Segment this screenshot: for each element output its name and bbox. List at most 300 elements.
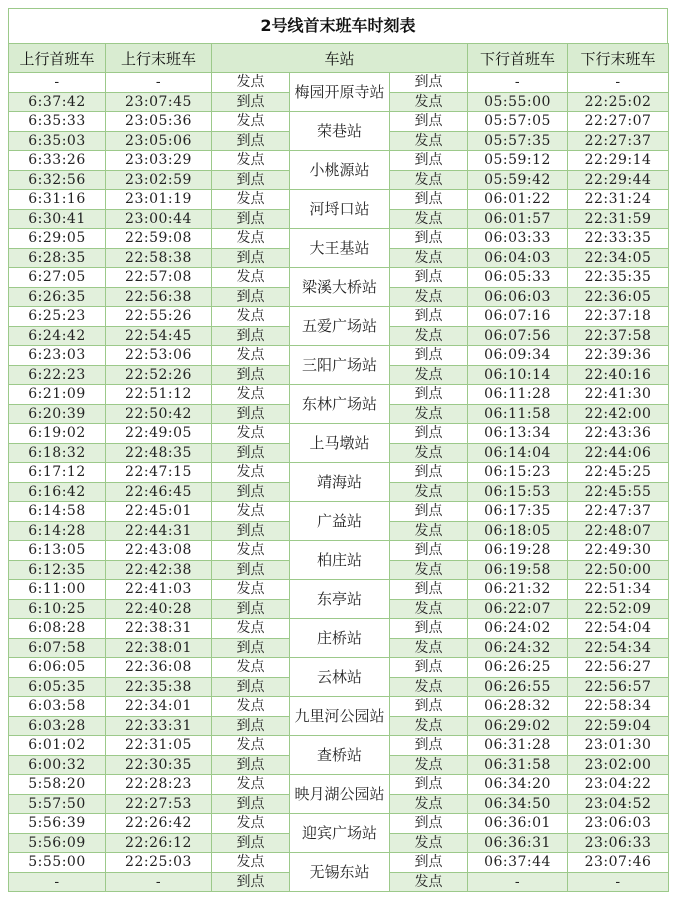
up-first-time: 6:31:16 xyxy=(9,190,106,210)
up-last-time: 22:25:03 xyxy=(106,853,212,873)
down-last-time: 22:54:34 xyxy=(568,638,669,658)
down-time-label: 到点 xyxy=(390,853,468,873)
up-time-label: 到点 xyxy=(212,287,290,307)
timetable-sheet xyxy=(8,8,668,892)
up-time-label: 发点 xyxy=(212,424,290,444)
up-first-time: 6:08:28 xyxy=(9,619,106,639)
down-time-label: 到点 xyxy=(390,697,468,717)
down-last-time: 22:36:05 xyxy=(568,287,669,307)
down-first-time: 06:11:58 xyxy=(468,404,568,424)
table-row xyxy=(9,736,669,756)
down-last-time: 23:02:00 xyxy=(568,755,669,775)
down-time-label: 发点 xyxy=(390,365,468,385)
down-first-time: 06:04:03 xyxy=(468,248,568,268)
down-first-time: 05:59:42 xyxy=(468,170,568,190)
station-name: 河埒口站 xyxy=(290,190,390,229)
up-first-time: 6:03:28 xyxy=(9,716,106,736)
down-time-label: 发点 xyxy=(390,638,468,658)
down-last-time: 23:06:33 xyxy=(568,833,669,853)
up-time-label: 发点 xyxy=(212,385,290,405)
table-row xyxy=(9,346,669,366)
up-time-label: 到点 xyxy=(212,365,290,385)
down-first-time: 06:01:22 xyxy=(468,190,568,210)
down-first-time: 06:15:23 xyxy=(468,463,568,483)
down-last-time: 22:31:59 xyxy=(568,209,669,229)
down-time-label: 发点 xyxy=(390,287,468,307)
up-last-time: 22:34:01 xyxy=(106,697,212,717)
station-name: 东林广场站 xyxy=(290,385,390,424)
down-last-time: 22:48:07 xyxy=(568,521,669,541)
down-last-time: 22:27:37 xyxy=(568,131,669,151)
down-time-label: 到点 xyxy=(390,424,468,444)
table-row xyxy=(9,814,669,834)
down-time-label: 到点 xyxy=(390,814,468,834)
up-time-label: 到点 xyxy=(212,443,290,463)
down-first-time: 06:34:50 xyxy=(468,794,568,814)
table-row xyxy=(9,307,669,327)
down-time-label: 发点 xyxy=(390,404,468,424)
down-first-time: 06:19:58 xyxy=(468,560,568,580)
up-last-time: 22:38:31 xyxy=(106,619,212,639)
up-time-label: 到点 xyxy=(212,755,290,775)
table-row xyxy=(9,229,669,249)
up-first-time: 6:25:23 xyxy=(9,307,106,327)
up-first-time: 6:00:32 xyxy=(9,755,106,775)
station-name: 无锡东站 xyxy=(290,853,390,892)
header-down-first: 下行首班车 xyxy=(468,44,568,73)
up-time-label: 发点 xyxy=(212,73,290,93)
table-row xyxy=(9,190,669,210)
up-first-time: 6:30:41 xyxy=(9,209,106,229)
station-name: 上马墩站 xyxy=(290,424,390,463)
down-time-label: 发点 xyxy=(390,794,468,814)
down-time-label: 发点 xyxy=(390,92,468,112)
table-row xyxy=(9,658,669,678)
down-time-label: 到点 xyxy=(390,190,468,210)
header-up-last: 上行末班车 xyxy=(106,44,212,73)
down-last-time: 22:33:35 xyxy=(568,229,669,249)
table-row xyxy=(9,151,669,171)
down-first-time: 06:24:32 xyxy=(468,638,568,658)
up-first-time: 6:20:39 xyxy=(9,404,106,424)
up-first-time: 6:14:28 xyxy=(9,521,106,541)
up-first-time: 6:11:00 xyxy=(9,580,106,600)
up-time-label: 到点 xyxy=(212,677,290,697)
up-time-label: 到点 xyxy=(212,209,290,229)
page-title: 2号线首末班车时刻表 xyxy=(8,8,668,43)
down-last-time: 22:54:04 xyxy=(568,619,669,639)
down-first-time: - xyxy=(468,73,568,93)
up-first-time: 5:57:50 xyxy=(9,794,106,814)
up-last-time: 22:47:15 xyxy=(106,463,212,483)
up-first-time: 6:03:58 xyxy=(9,697,106,717)
up-last-time: 22:36:08 xyxy=(106,658,212,678)
up-time-label: 发点 xyxy=(212,463,290,483)
up-first-time: 6:19:02 xyxy=(9,424,106,444)
down-last-time: 22:56:27 xyxy=(568,658,669,678)
header-row xyxy=(9,44,669,73)
up-last-time: 22:56:38 xyxy=(106,287,212,307)
down-last-time: 22:45:25 xyxy=(568,463,669,483)
up-time-label: 到点 xyxy=(212,716,290,736)
down-time-label: 发点 xyxy=(390,443,468,463)
up-last-time: 23:05:36 xyxy=(106,112,212,132)
station-name: 梁溪大桥站 xyxy=(290,268,390,307)
down-first-time: 06:06:03 xyxy=(468,287,568,307)
up-first-time: 6:17:12 xyxy=(9,463,106,483)
table-row xyxy=(9,424,669,444)
down-time-label: 到点 xyxy=(390,385,468,405)
up-first-time: 6:12:35 xyxy=(9,560,106,580)
up-first-time: - xyxy=(9,73,106,93)
down-first-time: 06:05:33 xyxy=(468,268,568,288)
table-row xyxy=(9,112,669,132)
up-time-label: 到点 xyxy=(212,404,290,424)
down-last-time: 22:39:36 xyxy=(568,346,669,366)
up-last-time: 22:53:06 xyxy=(106,346,212,366)
down-last-time: 22:37:18 xyxy=(568,307,669,327)
down-first-time: 06:07:16 xyxy=(468,307,568,327)
down-time-label: 发点 xyxy=(390,482,468,502)
down-time-label: 发点 xyxy=(390,677,468,697)
down-time-label: 到点 xyxy=(390,112,468,132)
station-name: 大王基站 xyxy=(290,229,390,268)
up-time-label: 发点 xyxy=(212,502,290,522)
up-time-label: 发点 xyxy=(212,775,290,795)
table-row xyxy=(9,385,669,405)
up-time-label: 到点 xyxy=(212,521,290,541)
up-time-label: 发点 xyxy=(212,268,290,288)
up-last-time: 22:26:12 xyxy=(106,833,212,853)
down-last-time: 22:35:35 xyxy=(568,268,669,288)
up-time-label: 发点 xyxy=(212,580,290,600)
down-time-label: 发点 xyxy=(390,521,468,541)
up-time-label: 到点 xyxy=(212,482,290,502)
up-last-time: 22:26:42 xyxy=(106,814,212,834)
up-first-time: 6:21:09 xyxy=(9,385,106,405)
up-time-label: 到点 xyxy=(212,638,290,658)
down-last-time: 23:01:30 xyxy=(568,736,669,756)
station-name: 映月湖公园站 xyxy=(290,775,390,814)
down-first-time: 06:28:32 xyxy=(468,697,568,717)
down-last-time: 22:43:36 xyxy=(568,424,669,444)
down-first-time: 06:34:20 xyxy=(468,775,568,795)
up-first-time: 6:14:58 xyxy=(9,502,106,522)
up-time-label: 发点 xyxy=(212,697,290,717)
up-first-time: 6:24:42 xyxy=(9,326,106,346)
up-last-time: 22:43:08 xyxy=(106,541,212,561)
table-row xyxy=(9,580,669,600)
down-last-time: 23:04:52 xyxy=(568,794,669,814)
down-last-time: 23:06:03 xyxy=(568,814,669,834)
up-first-time: 6:32:56 xyxy=(9,170,106,190)
down-last-time: 22:58:34 xyxy=(568,697,669,717)
down-time-label: 到点 xyxy=(390,463,468,483)
up-first-time: 6:16:42 xyxy=(9,482,106,502)
up-first-time: 6:22:23 xyxy=(9,365,106,385)
up-last-time: 22:38:01 xyxy=(106,638,212,658)
up-last-time: 22:27:53 xyxy=(106,794,212,814)
down-time-label: 发点 xyxy=(390,872,468,892)
up-last-time: 23:02:59 xyxy=(106,170,212,190)
up-time-label: 发点 xyxy=(212,190,290,210)
down-first-time: 06:22:07 xyxy=(468,599,568,619)
down-first-time: 06:07:56 xyxy=(468,326,568,346)
up-first-time: 6:06:05 xyxy=(9,658,106,678)
down-first-time: 06:36:01 xyxy=(468,814,568,834)
up-last-time: 22:55:26 xyxy=(106,307,212,327)
table-row xyxy=(9,853,669,873)
up-last-time: 23:03:29 xyxy=(106,151,212,171)
up-last-time: 22:57:08 xyxy=(106,268,212,288)
down-last-time: 22:50:00 xyxy=(568,560,669,580)
down-first-time: 06:26:55 xyxy=(468,677,568,697)
up-last-time: 22:30:35 xyxy=(106,755,212,775)
table-row xyxy=(9,619,669,639)
down-last-time: 22:49:30 xyxy=(568,541,669,561)
station-name: 五爱广场站 xyxy=(290,307,390,346)
down-first-time: 06:31:28 xyxy=(468,736,568,756)
down-time-label: 到点 xyxy=(390,541,468,561)
down-first-time: 06:14:04 xyxy=(468,443,568,463)
table-row xyxy=(9,697,669,717)
station-name: 云林站 xyxy=(290,658,390,697)
down-first-time: 06:24:02 xyxy=(468,619,568,639)
up-time-label: 到点 xyxy=(212,794,290,814)
down-time-label: 到点 xyxy=(390,268,468,288)
up-last-time: 22:45:01 xyxy=(106,502,212,522)
down-time-label: 到点 xyxy=(390,307,468,327)
down-last-time: 22:34:05 xyxy=(568,248,669,268)
up-first-time: 5:58:20 xyxy=(9,775,106,795)
down-first-time: 06:17:35 xyxy=(468,502,568,522)
up-time-label: 发点 xyxy=(212,853,290,873)
down-time-label: 到点 xyxy=(390,346,468,366)
down-first-time: 06:37:44 xyxy=(468,853,568,873)
down-first-time: 06:36:31 xyxy=(468,833,568,853)
down-time-label: 到点 xyxy=(390,736,468,756)
down-last-time: 22:56:57 xyxy=(568,677,669,697)
timetable-body xyxy=(9,73,669,892)
up-first-time: 6:29:05 xyxy=(9,229,106,249)
up-time-label: 到点 xyxy=(212,872,290,892)
up-last-time: 22:44:31 xyxy=(106,521,212,541)
down-first-time: 06:01:57 xyxy=(468,209,568,229)
up-last-time: 22:42:38 xyxy=(106,560,212,580)
up-last-time: 23:07:45 xyxy=(106,92,212,112)
up-last-time: 22:41:03 xyxy=(106,580,212,600)
table-row xyxy=(9,541,669,561)
up-time-label: 发点 xyxy=(212,658,290,678)
down-time-label: 发点 xyxy=(390,209,468,229)
up-time-label: 到点 xyxy=(212,833,290,853)
down-last-time: 22:40:16 xyxy=(568,365,669,385)
down-first-time: 05:57:05 xyxy=(468,112,568,132)
down-last-time: 22:31:24 xyxy=(568,190,669,210)
up-time-label: 发点 xyxy=(212,814,290,834)
up-last-time: - xyxy=(106,872,212,892)
header-up-first: 上行首班车 xyxy=(9,44,106,73)
up-last-time: 22:51:12 xyxy=(106,385,212,405)
station-name: 迎宾广场站 xyxy=(290,814,390,853)
down-last-time: 22:27:07 xyxy=(568,112,669,132)
down-time-label: 发点 xyxy=(390,833,468,853)
station-name: 庄桥站 xyxy=(290,619,390,658)
down-first-time: 06:21:32 xyxy=(468,580,568,600)
down-last-time: 22:42:00 xyxy=(568,404,669,424)
table-row xyxy=(9,775,669,795)
down-time-label: 发点 xyxy=(390,716,468,736)
down-last-time: 22:47:37 xyxy=(568,502,669,522)
station-name: 柏庄站 xyxy=(290,541,390,580)
down-first-time: - xyxy=(468,872,568,892)
station-name: 广益站 xyxy=(290,502,390,541)
up-last-time: 22:49:05 xyxy=(106,424,212,444)
up-time-label: 到点 xyxy=(212,326,290,346)
down-first-time: 05:57:35 xyxy=(468,131,568,151)
down-first-time: 06:15:53 xyxy=(468,482,568,502)
up-first-time: 5:55:00 xyxy=(9,853,106,873)
station-name: 小桃源站 xyxy=(290,151,390,190)
up-time-label: 到点 xyxy=(212,131,290,151)
down-last-time: 22:41:30 xyxy=(568,385,669,405)
up-time-label: 发点 xyxy=(212,346,290,366)
up-time-label: 到点 xyxy=(212,248,290,268)
up-first-time: 6:37:42 xyxy=(9,92,106,112)
up-last-time: 22:50:42 xyxy=(106,404,212,424)
down-last-time: 23:07:46 xyxy=(568,853,669,873)
up-last-time: 22:48:35 xyxy=(106,443,212,463)
up-time-label: 发点 xyxy=(212,229,290,249)
up-last-time: 22:28:23 xyxy=(106,775,212,795)
station-name: 九里河公园站 xyxy=(290,697,390,736)
up-time-label: 到点 xyxy=(212,599,290,619)
down-time-label: 发点 xyxy=(390,170,468,190)
up-time-label: 发点 xyxy=(212,112,290,132)
down-last-time: 22:45:55 xyxy=(568,482,669,502)
up-last-time: 22:58:38 xyxy=(106,248,212,268)
up-first-time: - xyxy=(9,872,106,892)
station-name: 东亭站 xyxy=(290,580,390,619)
up-first-time: 5:56:09 xyxy=(9,833,106,853)
down-time-label: 发点 xyxy=(390,326,468,346)
down-first-time: 06:29:02 xyxy=(468,716,568,736)
up-first-time: 6:18:32 xyxy=(9,443,106,463)
station-name: 靖海站 xyxy=(290,463,390,502)
up-time-label: 发点 xyxy=(212,736,290,756)
down-last-time: 23:04:22 xyxy=(568,775,669,795)
up-time-label: 到点 xyxy=(212,92,290,112)
down-time-label: 到点 xyxy=(390,151,468,171)
up-first-time: 6:35:33 xyxy=(9,112,106,132)
header-down-last: 下行末班车 xyxy=(568,44,669,73)
down-last-time: 22:29:14 xyxy=(568,151,669,171)
up-last-time: 22:35:38 xyxy=(106,677,212,697)
down-time-label: 发点 xyxy=(390,560,468,580)
table-row xyxy=(9,463,669,483)
up-first-time: 6:27:05 xyxy=(9,268,106,288)
down-first-time: 06:13:34 xyxy=(468,424,568,444)
down-last-time: - xyxy=(568,73,669,93)
up-last-time: 22:33:31 xyxy=(106,716,212,736)
up-first-time: 6:10:25 xyxy=(9,599,106,619)
down-first-time: 06:31:58 xyxy=(468,755,568,775)
up-last-time: 22:52:26 xyxy=(106,365,212,385)
down-first-time: 06:26:25 xyxy=(468,658,568,678)
down-time-label: 到点 xyxy=(390,619,468,639)
down-last-time: 22:44:06 xyxy=(568,443,669,463)
up-time-label: 发点 xyxy=(212,307,290,327)
up-last-time: 22:59:08 xyxy=(106,229,212,249)
up-last-time: 22:40:28 xyxy=(106,599,212,619)
down-time-label: 到点 xyxy=(390,775,468,795)
station-name: 梅园开原寺站 xyxy=(290,73,390,112)
table-row xyxy=(9,502,669,522)
down-time-label: 到点 xyxy=(390,658,468,678)
station-name: 三阳广场站 xyxy=(290,346,390,385)
down-time-label: 到点 xyxy=(390,580,468,600)
up-last-time: 22:46:45 xyxy=(106,482,212,502)
down-time-label: 到点 xyxy=(390,229,468,249)
down-time-label: 到点 xyxy=(390,502,468,522)
down-time-label: 发点 xyxy=(390,248,468,268)
up-first-time: 6:35:03 xyxy=(9,131,106,151)
up-time-label: 到点 xyxy=(212,560,290,580)
up-first-time: 6:26:35 xyxy=(9,287,106,307)
up-first-time: 6:23:03 xyxy=(9,346,106,366)
up-last-time: 22:54:45 xyxy=(106,326,212,346)
up-last-time: 22:31:05 xyxy=(106,736,212,756)
up-first-time: 6:13:05 xyxy=(9,541,106,561)
down-last-time: 22:51:34 xyxy=(568,580,669,600)
down-first-time: 06:19:28 xyxy=(468,541,568,561)
station-name: 荣巷站 xyxy=(290,112,390,151)
up-first-time: 6:28:35 xyxy=(9,248,106,268)
up-time-label: 发点 xyxy=(212,151,290,171)
table-row xyxy=(9,73,669,93)
up-first-time: 6:01:02 xyxy=(9,736,106,756)
up-first-time: 5:56:39 xyxy=(9,814,106,834)
up-first-time: 6:07:58 xyxy=(9,638,106,658)
up-last-time: 23:00:44 xyxy=(106,209,212,229)
down-first-time: 06:09:34 xyxy=(468,346,568,366)
up-first-time: 6:05:35 xyxy=(9,677,106,697)
up-last-time: 23:01:19 xyxy=(106,190,212,210)
up-time-label: 到点 xyxy=(212,170,290,190)
down-time-label: 发点 xyxy=(390,755,468,775)
down-last-time: - xyxy=(568,872,669,892)
down-last-time: 22:59:04 xyxy=(568,716,669,736)
down-first-time: 06:03:33 xyxy=(468,229,568,249)
up-time-label: 发点 xyxy=(212,619,290,639)
header-station: 车站 xyxy=(212,44,468,73)
down-first-time: 06:11:28 xyxy=(468,385,568,405)
up-last-time: - xyxy=(106,73,212,93)
station-name: 查桥站 xyxy=(290,736,390,775)
down-time-label: 到点 xyxy=(390,73,468,93)
up-time-label: 发点 xyxy=(212,541,290,561)
down-last-time: 22:37:58 xyxy=(568,326,669,346)
down-first-time: 06:18:05 xyxy=(468,521,568,541)
down-last-time: 22:52:09 xyxy=(568,599,669,619)
down-time-label: 发点 xyxy=(390,131,468,151)
down-time-label: 发点 xyxy=(390,599,468,619)
down-first-time: 05:55:00 xyxy=(468,92,568,112)
up-first-time: 6:33:26 xyxy=(9,151,106,171)
up-last-time: 23:05:06 xyxy=(106,131,212,151)
table-row xyxy=(9,268,669,288)
timetable xyxy=(8,43,669,892)
